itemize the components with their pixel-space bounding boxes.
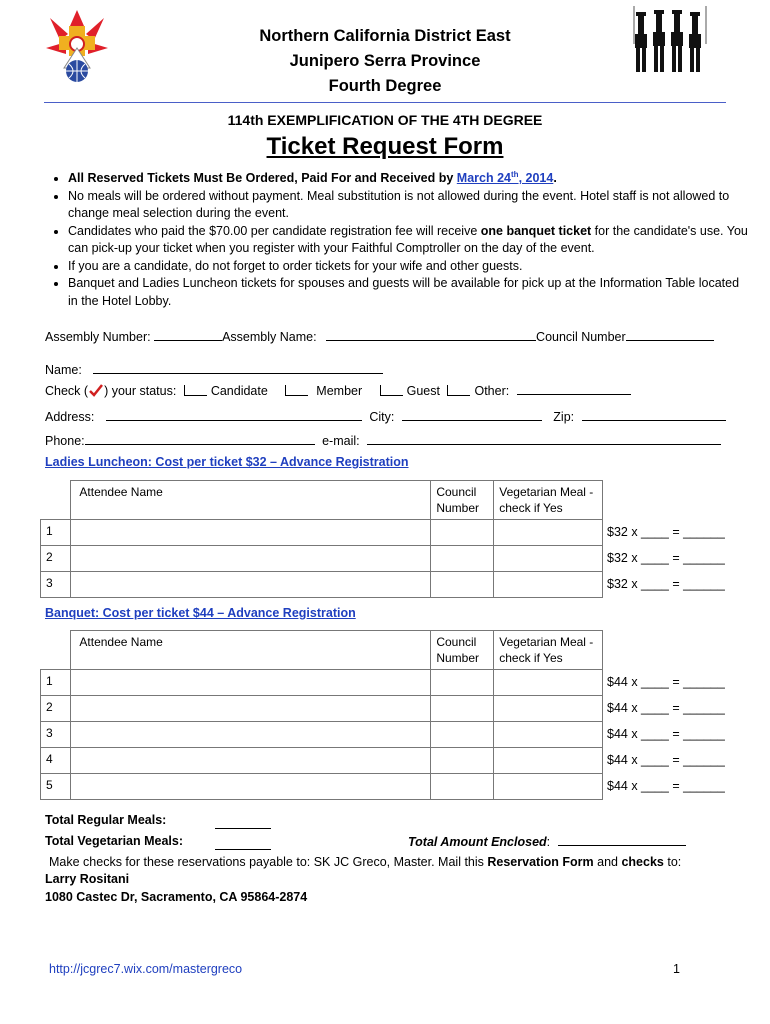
total-amount-row: Total Amount Enclosed: bbox=[408, 833, 686, 851]
total-vegetarian-field[interactable] bbox=[215, 837, 271, 850]
list-item: • Candidates who paid the $70.00 per candidate registration fee will receive one banquet ticket for the candidate's use. You can pick-up your ticket when you register with your Faithful Comptroller on the day of the event. bbox=[68, 223, 748, 258]
table-row bbox=[41, 670, 603, 696]
council-number-cell[interactable] bbox=[431, 748, 494, 774]
council-number-field[interactable] bbox=[626, 328, 714, 341]
member-checkbox[interactable] bbox=[285, 385, 308, 396]
luncheon-price-line: $32 x ____ = ______ bbox=[607, 525, 725, 539]
banquet-price-line: $44 x ____ = ______ bbox=[607, 753, 725, 767]
council-number-cell[interactable] bbox=[431, 774, 494, 800]
attendee-name-cell[interactable] bbox=[71, 722, 431, 748]
banquet-heading: Banquet: Cost per ticket $44 – Advance Registration bbox=[45, 606, 356, 620]
header-rule bbox=[44, 102, 726, 103]
payment-instructions: Make checks for these reservations payable to: SK JC Greco, Master. Mail this Reservation Form and checks to: bbox=[49, 855, 682, 869]
table-header-row bbox=[41, 481, 603, 520]
banquet-table bbox=[40, 630, 603, 800]
vegetarian-cell[interactable] bbox=[494, 546, 603, 572]
table-row bbox=[41, 520, 603, 546]
table-row bbox=[41, 722, 603, 748]
table-row bbox=[41, 696, 603, 722]
page-title: Ticket Request Form bbox=[266, 133, 504, 160]
luncheon-price-line: $32 x ____ = ______ bbox=[607, 551, 725, 565]
degree-heading: Fourth Degree bbox=[328, 77, 442, 95]
other-checkbox[interactable] bbox=[447, 385, 470, 396]
vegetarian-cell[interactable] bbox=[494, 774, 603, 800]
exemplification-subtitle: 114th EXEMPLIFICATION OF THE 4TH DEGREE bbox=[227, 112, 543, 128]
column-header: Vegetarian Meal - check if Yes bbox=[494, 481, 603, 520]
total-vegetarian-label: Total Vegetarian Meals: bbox=[45, 834, 184, 848]
row-number: 4 bbox=[41, 748, 71, 774]
total-regular-label: Total Regular Meals: bbox=[45, 813, 167, 827]
address-row: Address: City: Zip: bbox=[45, 408, 726, 426]
table-header-row bbox=[41, 631, 603, 670]
council-number-cell[interactable] bbox=[431, 546, 494, 572]
vegetarian-cell[interactable] bbox=[494, 696, 603, 722]
luncheon-table bbox=[40, 480, 603, 598]
list-item: • No meals will be ordered without payment. Meal substitution is not allowed during the event. Hotel staff is not allowed to change meal selection during the event. bbox=[68, 188, 748, 223]
assembly-name-field[interactable] bbox=[326, 328, 536, 341]
vegetarian-cell[interactable] bbox=[494, 520, 603, 546]
checkmark-icon bbox=[88, 384, 104, 397]
attendee-name-cell[interactable] bbox=[71, 670, 431, 696]
instructions-list bbox=[24, 166, 748, 310]
row-number: 1 bbox=[41, 520, 71, 546]
name-field[interactable] bbox=[93, 361, 383, 374]
column-header: Council Number bbox=[431, 481, 494, 520]
table-row bbox=[41, 748, 603, 774]
name-row: Name: bbox=[45, 361, 383, 379]
row-number: 1 bbox=[41, 670, 71, 696]
council-number-cell[interactable] bbox=[431, 670, 494, 696]
candidate-checkbox[interactable] bbox=[184, 385, 207, 396]
council-number-cell[interactable] bbox=[431, 572, 494, 598]
other-field[interactable] bbox=[517, 382, 631, 395]
page-number: 1 bbox=[673, 962, 680, 976]
luncheon-heading: Ladies Luncheon: Cost per ticket $32 – Advance Registration bbox=[45, 455, 409, 469]
banquet-price-line: $44 x ____ = ______ bbox=[607, 701, 725, 715]
zip-field[interactable] bbox=[582, 408, 726, 421]
attendee-name-cell[interactable] bbox=[71, 572, 431, 598]
column-header: Attendee Name bbox=[71, 481, 431, 520]
attendee-name-cell[interactable] bbox=[71, 748, 431, 774]
footer-link[interactable]: http://jcgrec7.wix.com/mastergreco bbox=[49, 962, 243, 976]
total-amount-field[interactable] bbox=[558, 833, 686, 846]
table-row bbox=[41, 572, 603, 598]
row-number: 5 bbox=[41, 774, 71, 800]
assembly-number-field[interactable] bbox=[154, 328, 222, 341]
attendee-name-cell[interactable] bbox=[71, 774, 431, 800]
status-row: Check ( ) your status: Candidate Member Guest Other: bbox=[45, 382, 631, 400]
mail-to-address: 1080 Castec Dr, Sacramento, CA 95864-2874 bbox=[45, 890, 308, 904]
banquet-price-line: $44 x ____ = ______ bbox=[607, 675, 725, 689]
vegetarian-cell[interactable] bbox=[494, 670, 603, 696]
attendee-name-cell[interactable] bbox=[71, 696, 431, 722]
assembly-row: Assembly Number: Assembly Name: Council Number bbox=[45, 328, 714, 346]
column-header: Council Number bbox=[431, 631, 494, 670]
district-heading: Northern California District East bbox=[259, 27, 511, 45]
email-field[interactable] bbox=[367, 432, 721, 445]
row-number: 2 bbox=[41, 696, 71, 722]
vegetarian-cell[interactable] bbox=[494, 722, 603, 748]
total-amount-label: Total Amount Enclosed bbox=[408, 835, 547, 849]
row-number: 3 bbox=[41, 722, 71, 748]
list-item: • If you are a candidate, do not forget to order tickets for your wife and other guests. bbox=[68, 258, 748, 276]
guest-checkbox[interactable] bbox=[380, 385, 403, 396]
vegetarian-cell[interactable] bbox=[494, 572, 603, 598]
vegetarian-cell[interactable] bbox=[494, 748, 603, 774]
phone-field[interactable] bbox=[85, 432, 315, 445]
table-row bbox=[41, 546, 603, 572]
luncheon-price-line: $32 x ____ = ______ bbox=[607, 577, 725, 591]
phone-row: Phone: e-mail: bbox=[45, 432, 721, 450]
banquet-price-line: $44 x ____ = ______ bbox=[607, 779, 725, 793]
table-row bbox=[41, 774, 603, 800]
council-number-cell[interactable] bbox=[431, 722, 494, 748]
city-field[interactable] bbox=[402, 408, 542, 421]
province-heading: Junipero Serra Province bbox=[289, 52, 481, 70]
row-number: 2 bbox=[41, 546, 71, 572]
attendee-name-cell[interactable] bbox=[71, 520, 431, 546]
fourth-degree-emblem bbox=[44, 8, 110, 88]
list-item: • All Reserved Tickets Must Be Ordered, Paid For and Received by March 24th, 2014. bbox=[68, 166, 748, 188]
address-field[interactable] bbox=[106, 408, 362, 421]
banquet-price-line: $44 x ____ = ______ bbox=[607, 727, 725, 741]
deadline-date: March 24th, 2014 bbox=[456, 170, 554, 186]
total-regular-field[interactable] bbox=[215, 816, 271, 829]
column-header: Vegetarian Meal - check if Yes bbox=[494, 631, 603, 670]
mail-to-name: Larry Rositani bbox=[45, 872, 130, 886]
attendee-name-cell[interactable] bbox=[71, 546, 431, 572]
column-header: Attendee Name bbox=[71, 631, 431, 670]
council-number-cell[interactable] bbox=[431, 696, 494, 722]
council-number-cell[interactable] bbox=[431, 520, 494, 546]
row-number: 3 bbox=[41, 572, 71, 598]
list-item: • Banquet and Ladies Luncheon tickets for spouses and guests will be available for pick up at the Information Table located in the Hotel Lobby. bbox=[68, 275, 748, 310]
